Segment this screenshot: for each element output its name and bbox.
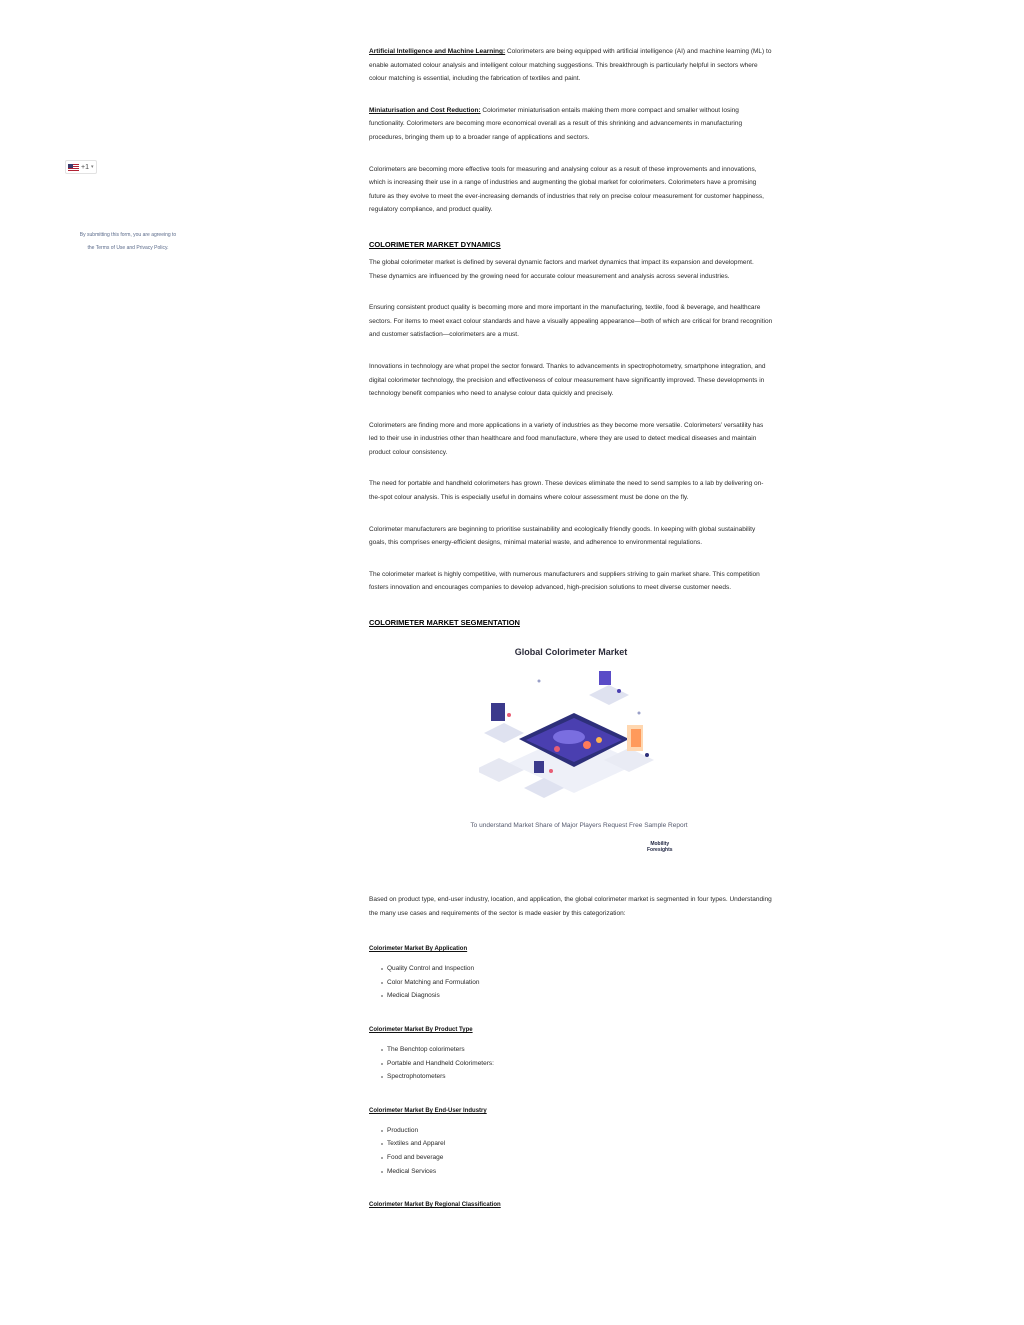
by-product-type-heading[interactable]: Colorimeter Market By Product Type (369, 1027, 473, 1033)
by-end-user-industry-list (369, 1124, 773, 1178)
ai-lead: Artificial Intelligence and Machine Learning: (369, 48, 506, 55)
list-item: Production (387, 1124, 773, 1138)
list-item: Spectrophotometers (387, 1070, 773, 1084)
article-body (369, 45, 773, 1218)
form-consent-text: By submitting this form, you are agreeing to the Terms of Use and Privacy Policy. (79, 232, 177, 251)
dynamics-paragraph: Innovations in technology are what propel the sector forward. Thanks to advancements in spectrophotometry, smartphone integration, and digital colorimeter technology, the precision and effectiveness of colour measurement have significantly improved. These developments in technology benefit companies who need to analyse colour data quickly and precisely. (369, 362, 766, 398)
segmentation-heading: COLORIMETER MARKET SEGMENTATION (369, 618, 520, 628)
dynamics-paragraph: Colorimeters are finding more and more applications in a variety of industries as they become more versatile. Colorimeters’ versatility has led to their use in industries other than healthcare and food manufacture, where they are used to detect medical diseases and maintain product colour consistency. (369, 421, 764, 456)
infographic-caption[interactable]: To understand Market Share of Major Players Request Free Sample Report (470, 822, 688, 830)
segmentation-intro: Based on product type, end-user industry, location, and application, the global colorimeter market is segmented in four types. Understanding the many use cases and requirements of the sector is made easier by this categorization: (369, 896, 772, 917)
by-regional-classification-heading[interactable]: Colorimeter Market By Regional Classification (369, 1202, 501, 1209)
list-item: Portable and Handheld Colorimeters: (387, 1057, 773, 1071)
by-application-heading[interactable]: Colorimeter Market By Application (369, 946, 468, 953)
by-end-user-industry-heading[interactable]: Colorimeter Market By End-User Industry (369, 1107, 487, 1114)
miniaturisation-lead: Miniaturisation and Cost Reduction: (369, 106, 481, 114)
list-item: Food and beverage (387, 1151, 773, 1165)
us-flag-icon (68, 164, 79, 171)
country-code-select[interactable] (65, 160, 97, 174)
by-application-list (369, 962, 773, 1003)
dynamics-paragraph: Ensuring consistent product quality is becoming more and more important in the manufacturing, textile, food & beverage, and healthcare sectors. For items to meet exact colour standards and have a visually appealing appearance—both of which are critical for brand recognition and customer satisfaction—colorimeters are a must. (369, 304, 773, 339)
dynamics-heading: COLORIMETER MARKET DYNAMICS (369, 239, 501, 249)
dynamics-paragraph: The need for portable and handheld colorimeters has grown. These devices eliminate the need to send samples to a lab by delivering on-the-spot colour analysis. This is especially useful in domains where colour assessment must be done on the fly. (369, 480, 764, 502)
paragraph-summary: Colorimeters are becoming more effective tools for measuring and analysing colour as a result of these improvements and innovations, which is increasing their use in a range of industries and augmenting the global market for colorimeters. Colorimeters have a promising future as they evolve to meet the ever-increasing demands of industries that rely on precise colour measurement for customer happiness, regulatory compliance, and product quality. (369, 165, 764, 214)
list-item: Quality Control and Inspection (387, 962, 773, 976)
mobility-foresights-logo: Mobility Foresights (647, 841, 673, 854)
dynamics-paragraph: The global colorimeter market is defined by several dynamic factors and market dynamics that impact its expansion and development. These dynamics are influenced by the growing need for accurate colour measurement and analysis across several industries. (369, 258, 754, 280)
isometric-dashboard-illustration (479, 663, 669, 813)
list-item: Textiles and Apparel (387, 1137, 773, 1151)
list-item: The Benchtop colorimeters (387, 1043, 773, 1057)
list-item: Medical Services (387, 1165, 773, 1179)
chevron-down-icon: ▾ (90, 164, 94, 170)
dial-code: +1 (81, 163, 89, 171)
market-infographic[interactable] (369, 645, 773, 875)
infographic-title: Global Colorimeter Market (514, 647, 628, 658)
paragraph-miniaturisation: Miniaturisation and Cost Reduction: Colorimeter miniaturisation entails making them more compact and smaller without losing functionality. Colorimeters are becoming more economical overall as a result of this shrinking and advancements in manufacturing procedures, bringing them up to a broader range of applications and sectors. (369, 106, 743, 141)
dynamics-paragraph: The colorimeter market is highly competitive, with numerous manufacturers and suppliers striving to gain market share. This competition fosters innovation and encourages companies to develop advanced, high-precision solutions to meet diverse customer needs. (369, 570, 760, 592)
by-product-type-list (369, 1043, 773, 1084)
list-item: Medical Diagnosis (387, 989, 773, 1003)
list-item: Color Matching and Formulation (387, 976, 773, 990)
dynamics-paragraph: Colorimeter manufacturers are beginning to prioritise sustainability and ecologically friendly goods. In keeping with global sustainability goals, this comprises energy-efficient designs, minimal material waste, and adherence to environmental regulations. (369, 525, 756, 547)
paragraph-ai: Artificial Intelligence and Machine Learning: Colorimeters are being equipped with artificial intelligence (AI) and machine learning (ML) to enable automated colour analysis and intelligent colour matching suggestions. This breakthrough is particularly helpful in sectors where colour matching is essential, including the fabrication of textiles and paint. (369, 48, 772, 83)
